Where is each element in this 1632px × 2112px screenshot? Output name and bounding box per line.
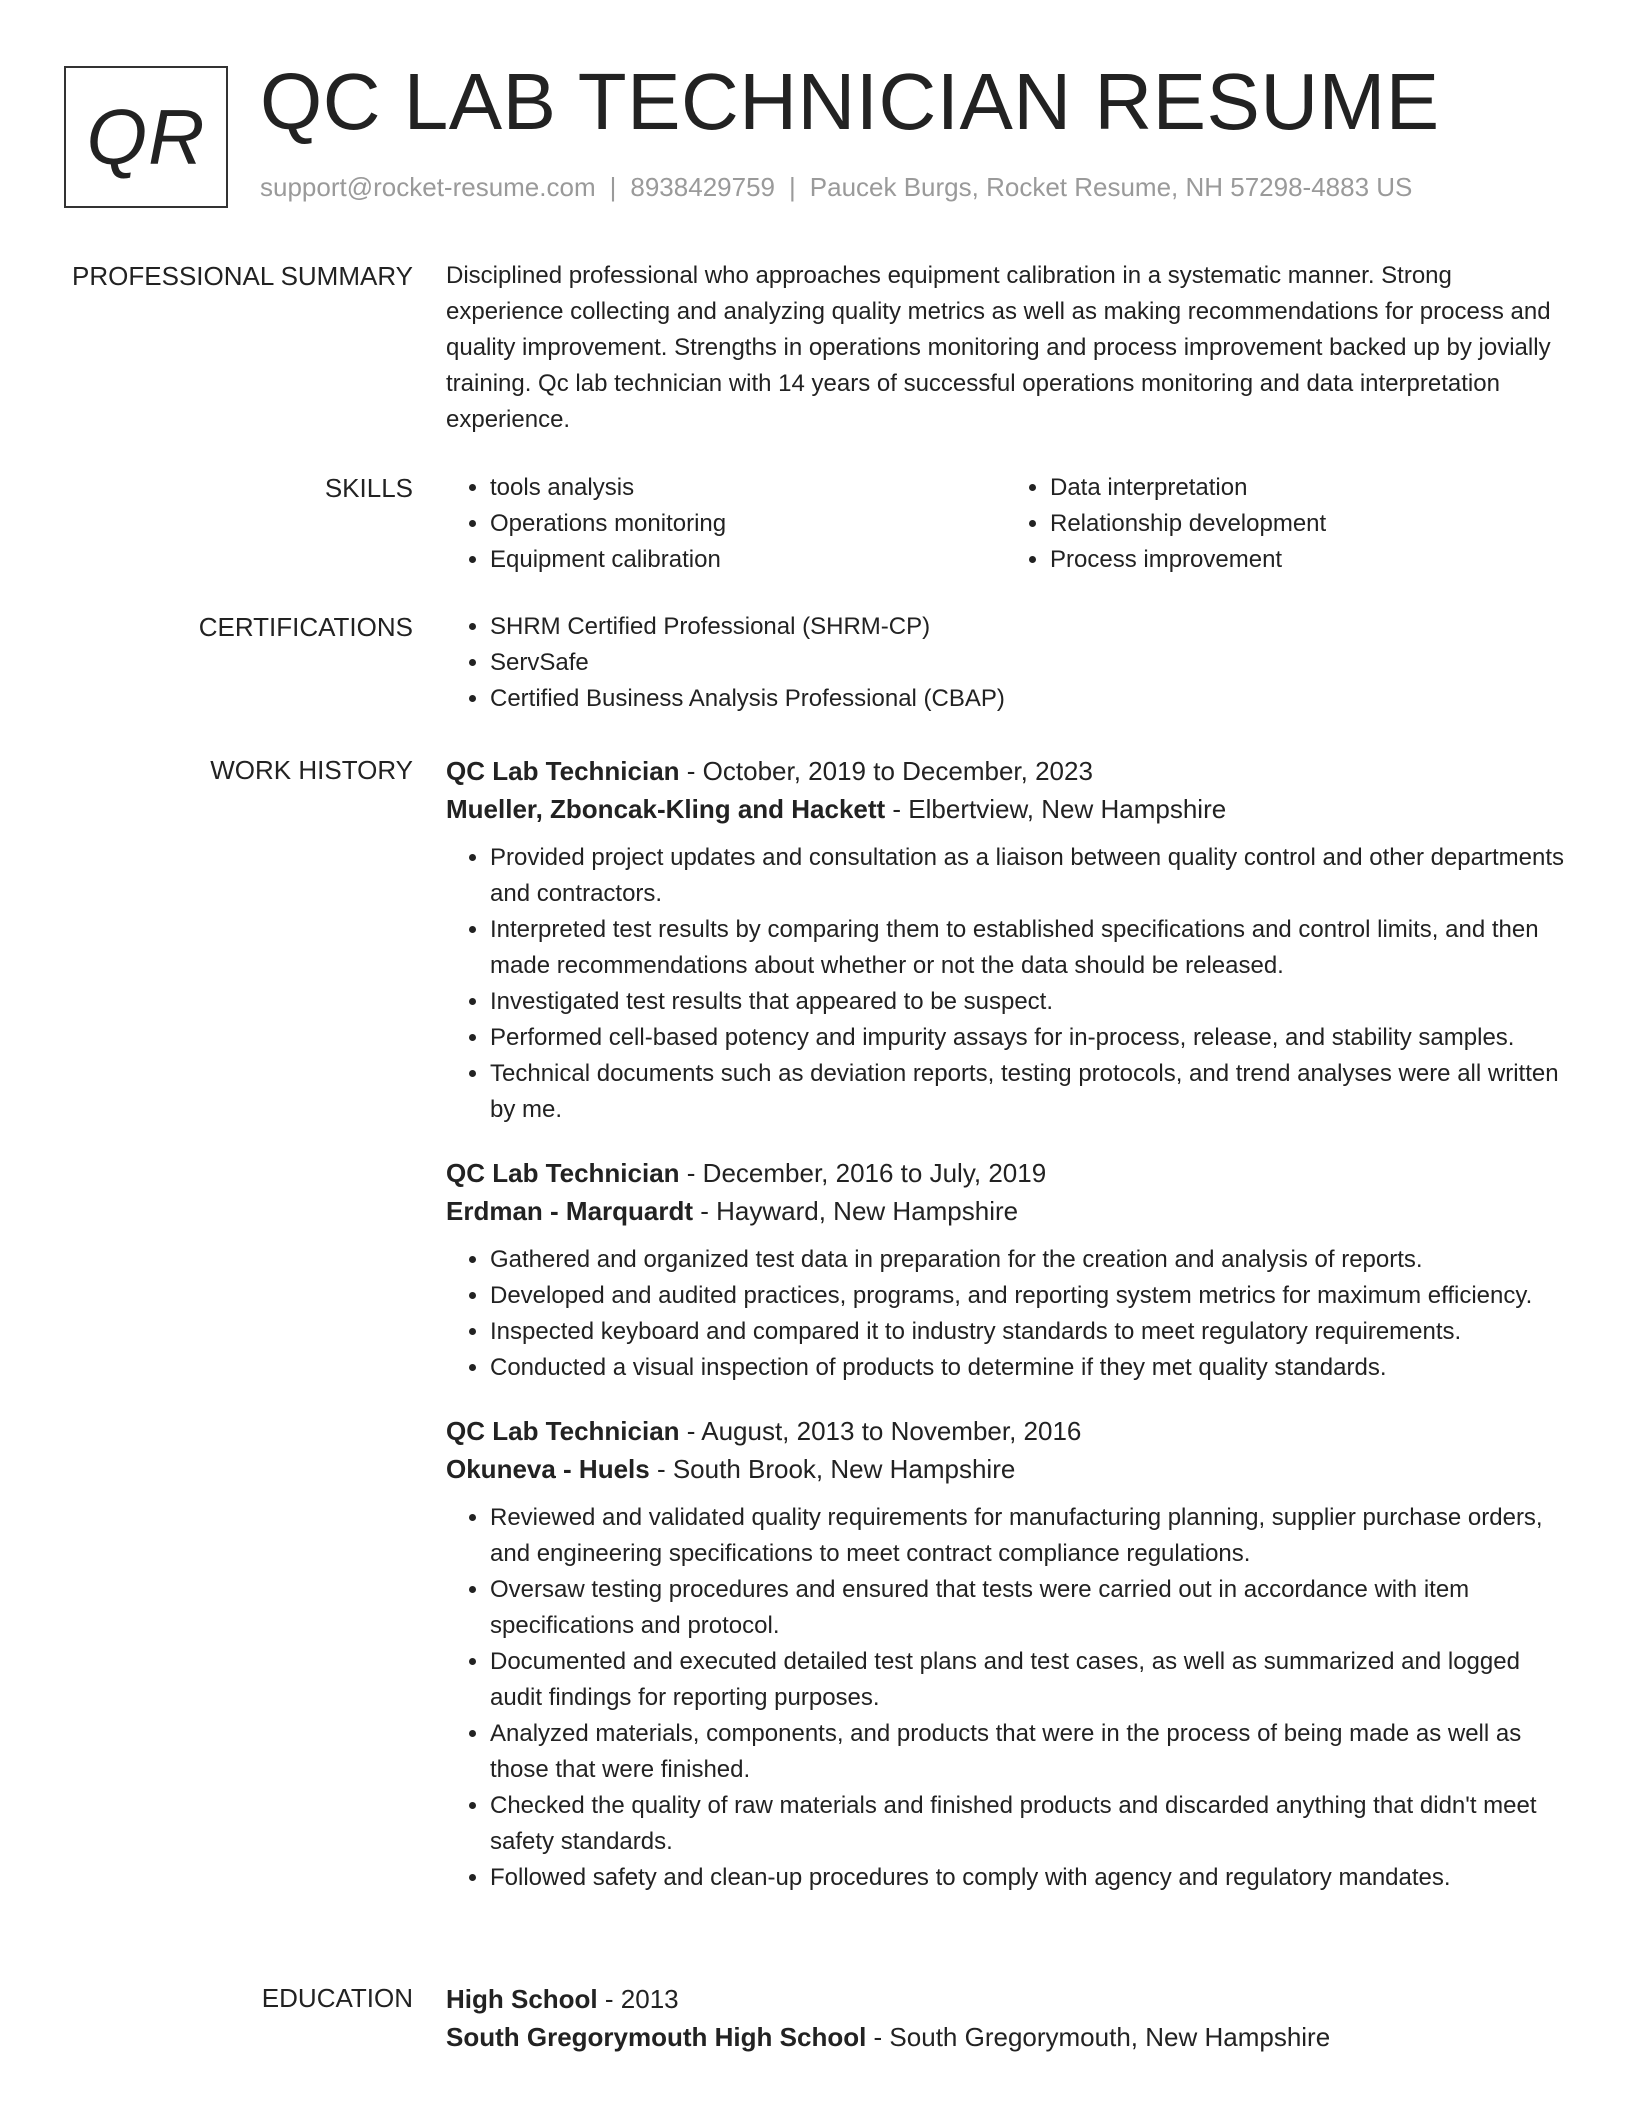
job-location: - Elbertview, New Hampshire xyxy=(885,794,1227,824)
education-location: - South Gregorymouth, New Hampshire xyxy=(866,2022,1331,2052)
job-duty-item: • Technical documents such as deviation reports, testing protocols, and trend analyses were all written by me. xyxy=(490,1056,1566,1128)
certifications-label: CERTIFICATIONS xyxy=(198,612,413,642)
job-entry xyxy=(446,1412,1566,1896)
job-duty-item: • Documented and executed detailed test plans and test cases, as well as summarized and logged audit findings for reporting purposes. xyxy=(490,1644,1566,1716)
education-degree-line xyxy=(446,1980,1566,2018)
skill-item: • Equipment calibration xyxy=(490,542,1006,578)
job-duty-item: • Oversaw testing procedures and ensured that tests were carried out in accordance with item specifications and protocol. xyxy=(490,1572,1566,1644)
contact-separator: | xyxy=(609,172,617,202)
skill-item: • Relationship development xyxy=(1050,506,1566,542)
education-school-line xyxy=(446,2018,1566,2056)
job-duties-list xyxy=(446,1500,1566,1896)
job-entry xyxy=(446,752,1566,1128)
job-company: Erdman - Marquardt xyxy=(446,1196,694,1226)
job-dates: - October, 2019 to December, 2023 xyxy=(679,756,1093,786)
job-duty-item: • Interpreted test results by comparing them to established specifications and control limits, and then made recommendations about whether or not the data should be released. xyxy=(490,912,1566,984)
job-duty-item: • Conducted a visual inspection of products to determine if they met quality standards. xyxy=(490,1350,1566,1386)
job-duty-item: • Developed and audited practices, programs, and reporting system metrics for maximum efficiency. xyxy=(490,1278,1566,1314)
resume-title: QC LAB TECHNICIAN RESUME xyxy=(260,57,1440,146)
job-title: QC Lab Technician xyxy=(446,1416,680,1446)
skill-item: • Operations monitoring xyxy=(490,506,1006,542)
job-company: Mueller, Zboncak-Kling and Hackett xyxy=(446,794,886,824)
contact-line xyxy=(260,172,1412,203)
work-history-content xyxy=(446,752,1566,1922)
education-degree: High School xyxy=(446,1984,598,2014)
job-company-line xyxy=(446,790,1566,828)
job-location: - Hayward, New Hampshire xyxy=(693,1196,1019,1226)
skill-item: • Data interpretation xyxy=(1050,470,1566,506)
job-dates: - August, 2013 to November, 2016 xyxy=(679,1416,1082,1446)
job-title-line xyxy=(446,1412,1566,1450)
job-location: - South Brook, New Hampshire xyxy=(649,1454,1016,1484)
job-title: QC Lab Technician xyxy=(446,756,680,786)
job-company: Okuneva - Huels xyxy=(446,1454,650,1484)
skills-list-right xyxy=(1006,470,1566,578)
education-label: EDUCATION xyxy=(261,1983,413,2013)
skills-grid xyxy=(446,470,1566,578)
certification-item: • ServSafe xyxy=(490,645,1566,681)
contact-phone: 8938429759 xyxy=(630,172,775,202)
summary-label: PROFESSIONAL SUMMARY xyxy=(72,261,413,291)
job-duty-item: • Performed cell-based potency and impurity assays for in-process, release, and stability samples. xyxy=(490,1020,1566,1056)
job-title-line xyxy=(446,1154,1566,1192)
contact-email: support@rocket-resume.com xyxy=(260,172,596,202)
job-company-line xyxy=(446,1450,1566,1488)
certification-item: • SHRM Certified Professional (SHRM-CP) xyxy=(490,609,1566,645)
education-year: - 2013 xyxy=(597,1984,679,2014)
job-title-line xyxy=(446,752,1566,790)
job-duty-item: • Checked the quality of raw materials and finished products and discarded anything that didn't meet safety standards. xyxy=(490,1788,1566,1860)
job-duty-item: • Inspected keyboard and compared it to industry standards to meet regulatory requirements. xyxy=(490,1314,1566,1350)
contact-address: Paucek Burgs, Rocket Resume, NH 57298-4883 US xyxy=(809,172,1413,202)
job-dates: - December, 2016 to July, 2019 xyxy=(679,1158,1047,1188)
skills-content xyxy=(446,470,1566,578)
job-title: QC Lab Technician xyxy=(446,1158,680,1188)
job-entry xyxy=(446,1154,1566,1386)
job-duties-list xyxy=(446,840,1566,1128)
job-duty-item: • Investigated test results that appeared to be suspect. xyxy=(490,984,1566,1020)
skills-label: SKILLS xyxy=(324,473,413,503)
summary-text: Disciplined professional who approaches equipment calibration in a systematic manner. Strong experience collecting and analyzing quality metrics as well as making recommendations for process and quality improvement. Strengths in operations monitoring and process improvement backed up by jovially training. Qc lab technician with 14 years of successful operations monitoring and data interpretation experience. xyxy=(446,262,1551,433)
job-duty-item: • Analyzed materials, components, and products that were in the process of being made as well as those that were finished. xyxy=(490,1716,1566,1788)
skill-item: • Process improvement xyxy=(1050,542,1566,578)
skill-item: • tools analysis xyxy=(490,470,1006,506)
job-company-line xyxy=(446,1192,1566,1230)
certifications-list xyxy=(446,609,1566,717)
job-duty-item: • Gathered and organized test data in preparation for the creation and analysis of reports. xyxy=(490,1242,1566,1278)
education-school: South Gregorymouth High School xyxy=(446,2022,867,2052)
monogram-logo: QR xyxy=(64,66,228,208)
job-duty-item: • Provided project updates and consultation as a liaison between quality control and other departments and contractors. xyxy=(490,840,1566,912)
certification-item: • Certified Business Analysis Professional (CBAP) xyxy=(490,681,1566,717)
summary-content xyxy=(446,258,1566,438)
job-duty-item: • Reviewed and validated quality requirements for manufacturing planning, supplier purchase orders, and engineering specifications to meet contract compliance regulations. xyxy=(490,1500,1566,1572)
contact-separator: | xyxy=(789,172,796,202)
certifications-content xyxy=(446,609,1566,717)
skills-list-left xyxy=(446,470,1006,578)
work-history-label: WORK HISTORY xyxy=(210,755,413,785)
job-duty-item: • Followed safety and clean-up procedures to comply with agency and regulatory mandates. xyxy=(490,1860,1566,1896)
job-duties-list xyxy=(446,1242,1566,1386)
education-content xyxy=(446,1980,1566,2056)
